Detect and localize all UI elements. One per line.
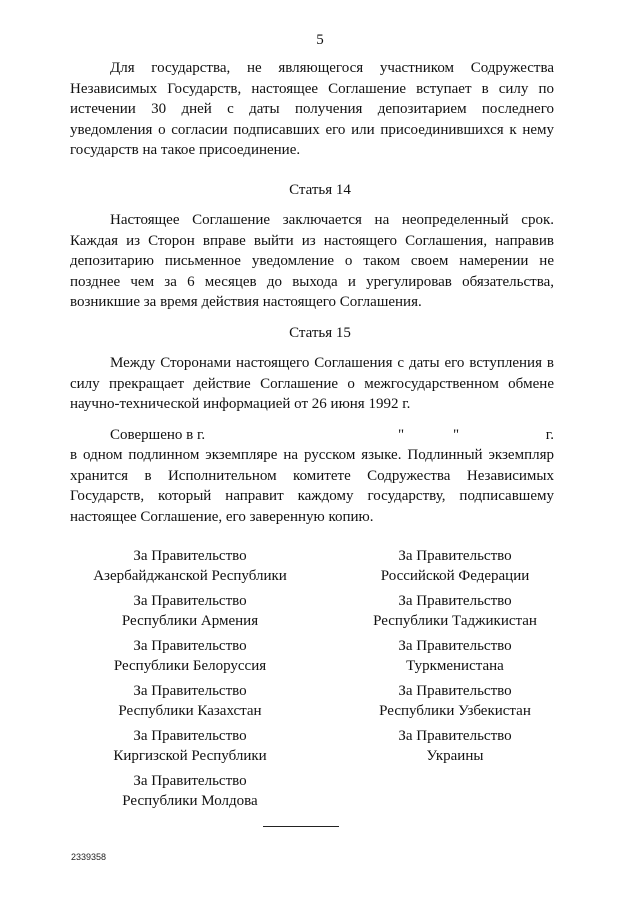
signature-line-2: Республики Узбекистан: [379, 703, 531, 719]
date-quote-open: ": [398, 427, 405, 443]
signature-block: [70, 771, 310, 811]
page-number: 5: [316, 32, 324, 48]
signature-line-1: За Правительство: [133, 728, 247, 744]
signature-line-1: За Правительство: [398, 638, 512, 654]
done-in-prefix: Совершено в г.: [110, 427, 206, 443]
signatures-left-column: [70, 546, 310, 816]
date-quote-close: ": [453, 427, 460, 443]
signature-block: [335, 636, 575, 676]
end-divider: [263, 826, 339, 827]
done-in-paragraph: [70, 425, 554, 527]
signature-line-2: Республики Казахстан: [118, 703, 262, 719]
done-in-first-line: [70, 425, 554, 445]
signature-block: [70, 546, 310, 586]
signature-line-1: За Правительство: [398, 683, 512, 699]
signature-block: [70, 681, 310, 721]
signature-line-2: Республики Молдова: [122, 793, 258, 809]
signature-block: [335, 726, 575, 766]
article-14-heading: Статья 14: [289, 182, 351, 198]
signature-line-1: За Правительство: [398, 548, 512, 564]
paragraph-term: Настоящее Соглашение заключается на неопределенный срок. Каждая из Сторон вправе выйти из настоящего Соглашения, направив депозитарию письменное уведомление о таком своем намерении не позднее чем за 6 месяцев до выхода и урегулировав обязательства, возникшие за время действия настоящего Соглашения.: [70, 212, 554, 310]
signature-line-2: Республики Таджикистан: [373, 613, 537, 629]
signature-block: [70, 726, 310, 766]
signature-line-2: Российской Федерации: [380, 568, 530, 584]
signature-line-2: Украины: [426, 748, 484, 764]
done-in-text: в одном подлинном экземпляре на русском языке. Подлинный экземпляр хранится в Исполнительном комитете Содружества Независимых Государств, который направит каждому государству, подписавшему настоящее Соглашение, его заверенную копию.: [70, 447, 554, 525]
signature-line-2: Республики Белоруссия: [113, 658, 267, 674]
signature-line-1: За Правительство: [398, 593, 512, 609]
year-suffix: г.: [545, 427, 554, 443]
signature-block: [335, 591, 575, 631]
signature-block: [70, 636, 310, 676]
article-15-heading: Статья 15: [289, 325, 351, 341]
paragraph-termination: Между Сторонами настоящего Соглашения с даты его вступления в силу прекращает действие Соглашение о межгосударственном обмене научно-технической информацией от 26 июня 1992 г.: [70, 355, 554, 412]
signature-line-1: За Правительство: [133, 593, 247, 609]
document-number: 2339358: [71, 852, 107, 862]
signatures-right-column: [335, 546, 575, 771]
signature-line-1: За Правительство: [133, 683, 247, 699]
signature-line-2: Туркменистана: [406, 658, 504, 674]
signature-line-2: Республики Армения: [121, 613, 259, 629]
signature-block: [70, 591, 310, 631]
signature-line-1: За Правительство: [133, 773, 247, 789]
signature-line-1: За Правительство: [133, 548, 247, 564]
signature-line-1: За Правительство: [398, 728, 512, 744]
signature-line-2: Азербайджанской Республики: [93, 568, 287, 584]
signature-block: [335, 546, 575, 586]
signature-block: [335, 681, 575, 721]
signature-line-2: Киргизской Республики: [113, 748, 267, 764]
signature-line-1: За Правительство: [133, 638, 247, 654]
paragraph-accession: Для государства, не являющегося участником Содружества Независимых Государств, настоящее Соглашение вступает в силу по истечении 30 дней с даты получения депозитарием последнего уведомления о согласии подписавших его или присоединившихся к нему государств на такое присоединение.: [70, 60, 554, 158]
